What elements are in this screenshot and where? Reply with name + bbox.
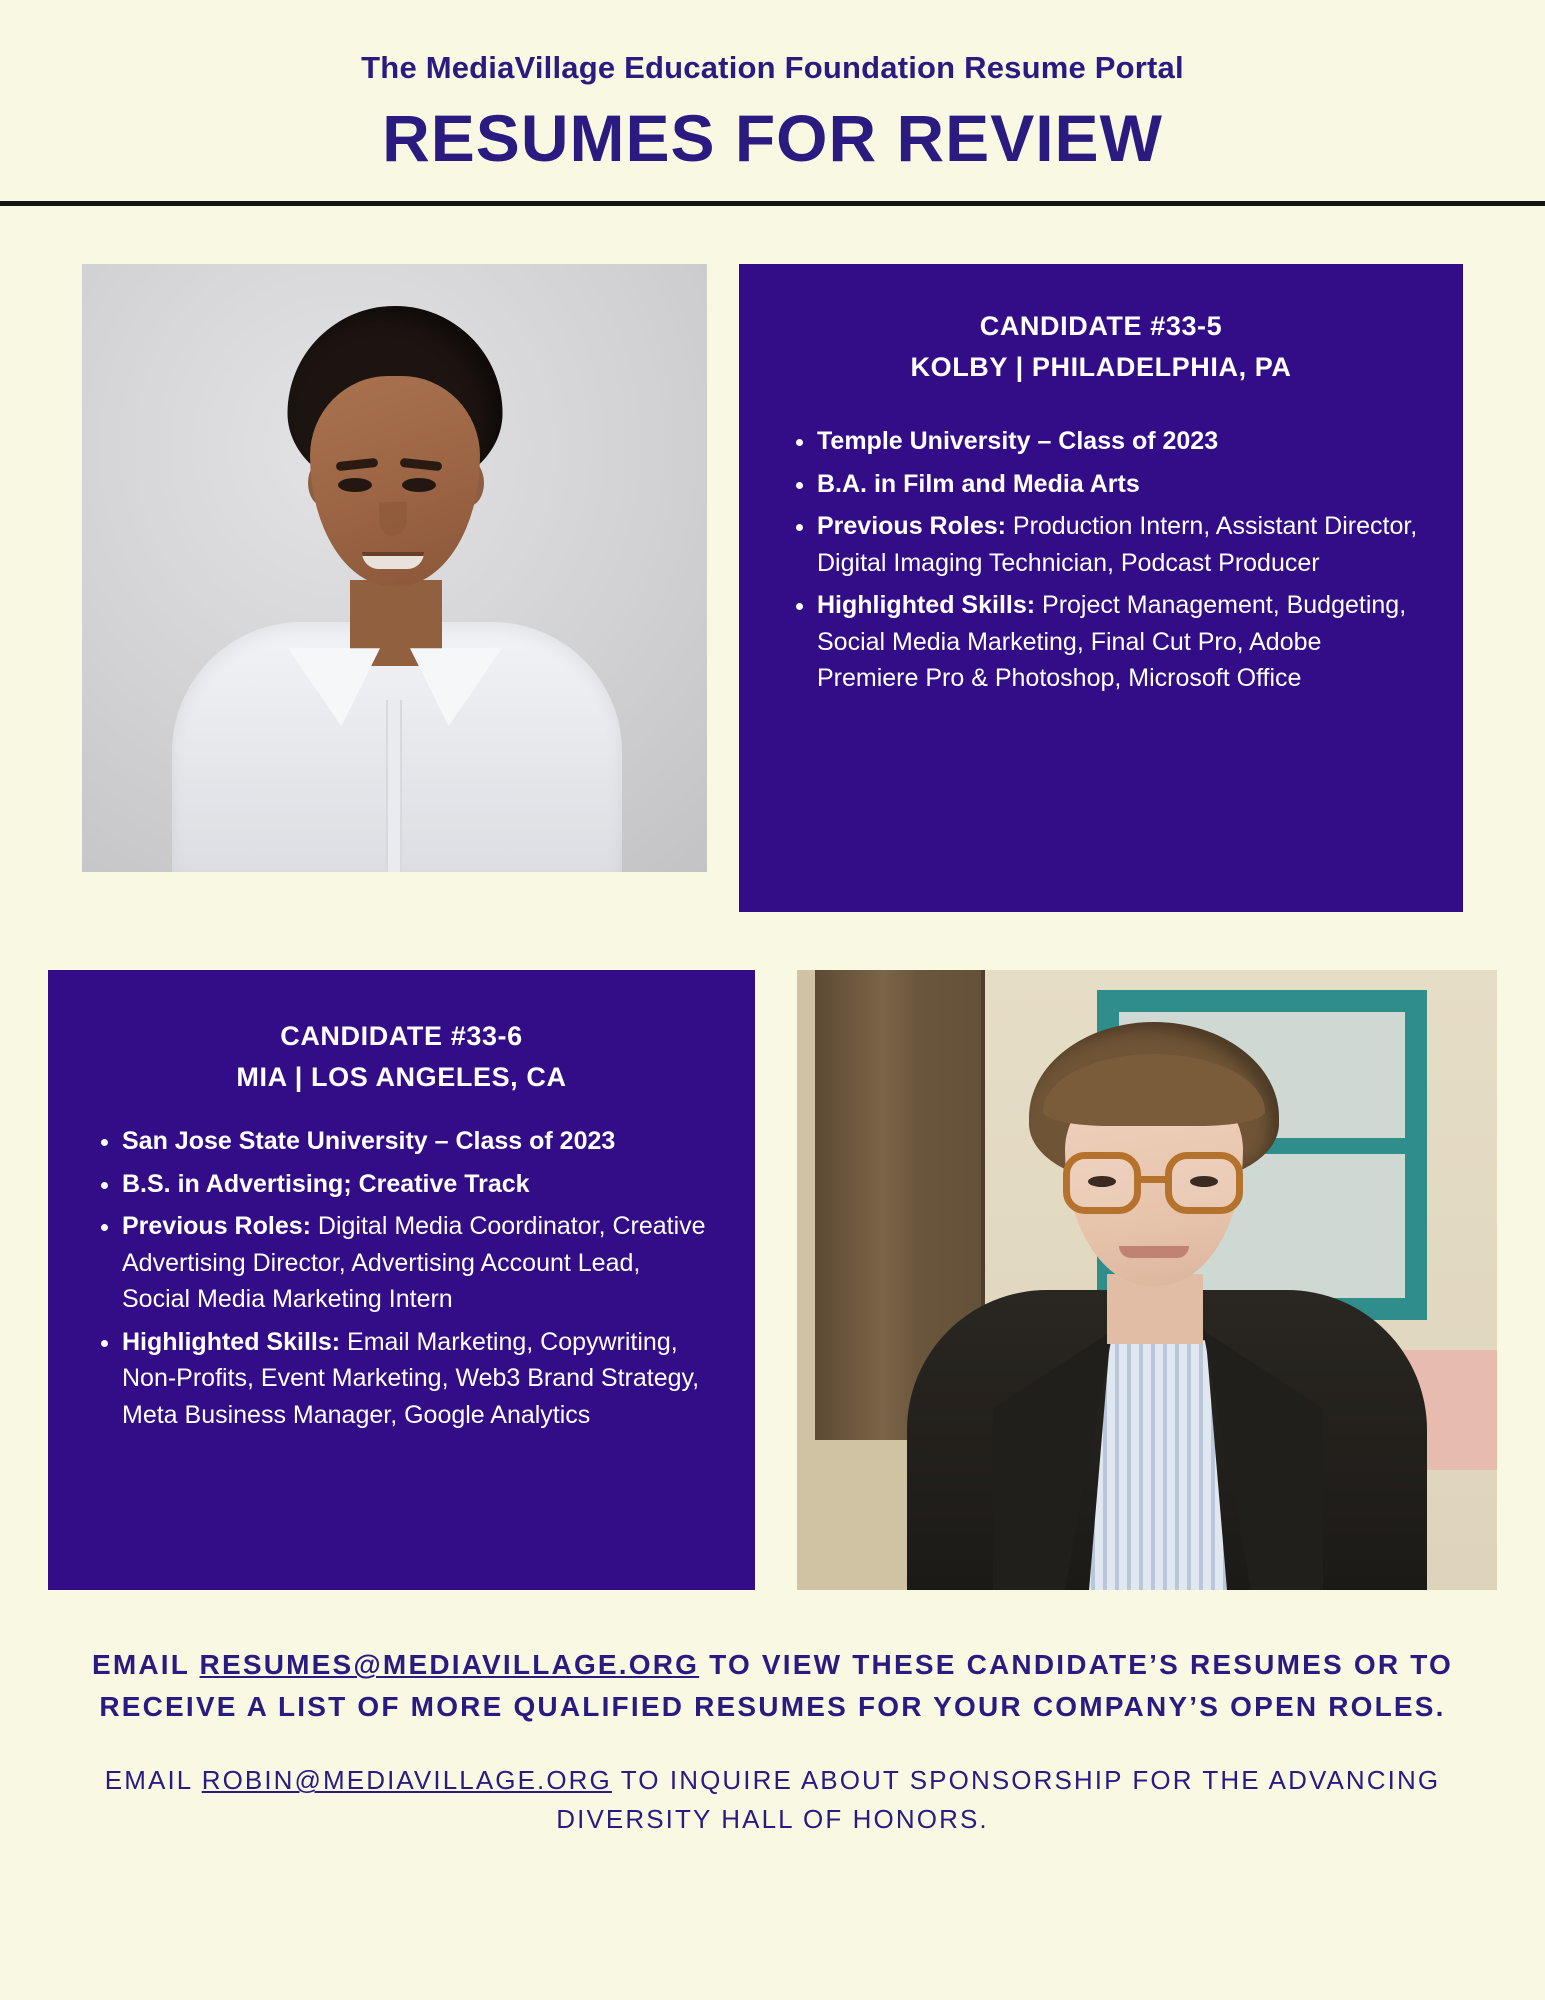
candidate-row-1 — [0, 264, 1545, 912]
candidate-heading — [88, 1016, 715, 1097]
candidate-heading — [783, 306, 1419, 387]
footer — [0, 1644, 1545, 1839]
list-item — [122, 1208, 715, 1318]
list-item — [817, 466, 1419, 503]
candidate-name-location: MIA | LOS ANGELES, CA — [236, 1061, 567, 1092]
footer-main-post: TO VIEW THESE CANDIDATE’S RESUMES OR TO RECEIVE A LIST OF MORE QUALIFIED RESUMES FOR YOUR COMPANY’S OPEN ROLES. — [99, 1649, 1454, 1722]
candidate-details-list — [88, 1123, 715, 1433]
bullet-label: Previous Roles: — [122, 1212, 311, 1241]
list-item — [122, 1123, 715, 1160]
candidate-id: CANDIDATE #33-5 — [979, 311, 1223, 342]
page-title: RESUMES FOR REVIEW — [382, 101, 1163, 175]
robin-email-link[interactable]: ROBIN@MEDIAVILLAGE.ORG — [201, 1765, 612, 1796]
candidate-name-location: KOLBY | PHILADELPHIA, PA — [910, 351, 1292, 382]
footer-sub-pre: EMAIL — [104, 1765, 202, 1796]
bullet-label: Previous Roles: — [817, 512, 1006, 541]
candidate-photo-kolby — [82, 264, 707, 872]
page-header — [0, 0, 1545, 173]
bullet-label: San Jose State University – Class of 2023 — [122, 1127, 616, 1156]
list-item — [817, 587, 1419, 697]
bullet-text: Digital Media Coordinator, Creative Advertising Director, Advertising Account Lead, Social Media Marketing Intern — [122, 1212, 706, 1314]
candidate-row-2 — [0, 970, 1545, 1590]
header-subtitle: The MediaVillage Education Foundation Resume Portal — [361, 50, 1184, 85]
candidate-photo-mia — [797, 970, 1497, 1590]
candidate-details-list — [783, 423, 1419, 697]
footer-secondary-text — [52, 1761, 1493, 1839]
footer-primary-text — [52, 1644, 1493, 1727]
bullet-label: Temple University – Class of 2023 — [817, 427, 1219, 456]
candidate-id: CANDIDATE #33-6 — [280, 1021, 523, 1052]
bullet-text: Project Management, Budgeting, Social Media Marketing, Final Cut Pro, Adobe Premiere Pro & Photoshop, Microsoft Office — [817, 591, 1407, 693]
resumes-email-link[interactable]: RESUMES@MEDIAVILLAGE.ORG — [199, 1649, 700, 1681]
list-item — [122, 1324, 715, 1434]
header-divider — [0, 201, 1545, 206]
list-item — [817, 423, 1419, 460]
candidate-card-mia — [48, 970, 755, 1590]
footer-sub-post: TO INQUIRE ABOUT SPONSORSHIP FOR THE ADVANCING DIVERSITY HALL OF HONORS. — [556, 1765, 1441, 1835]
footer-main-pre: EMAIL — [91, 1649, 200, 1681]
bullet-text: Production Intern, Assistant Director, Digital Imaging Technician, Podcast Producer — [817, 512, 1418, 577]
list-item — [817, 508, 1419, 581]
list-item — [122, 1166, 715, 1203]
candidate-card-kolby — [739, 264, 1463, 912]
bullet-label: Highlighted Skills: — [817, 591, 1036, 620]
bullet-label: Highlighted Skills: — [122, 1327, 341, 1356]
bullet-label: B.A. in Film and Media Arts — [817, 469, 1140, 498]
bullet-label: B.S. in Advertising; Creative Track — [122, 1169, 530, 1198]
bullet-text: Email Marketing, Copywriting, Non-Profits, Event Marketing, Web3 Brand Strategy, Meta Business Manager, Google Analytics — [122, 1327, 700, 1429]
